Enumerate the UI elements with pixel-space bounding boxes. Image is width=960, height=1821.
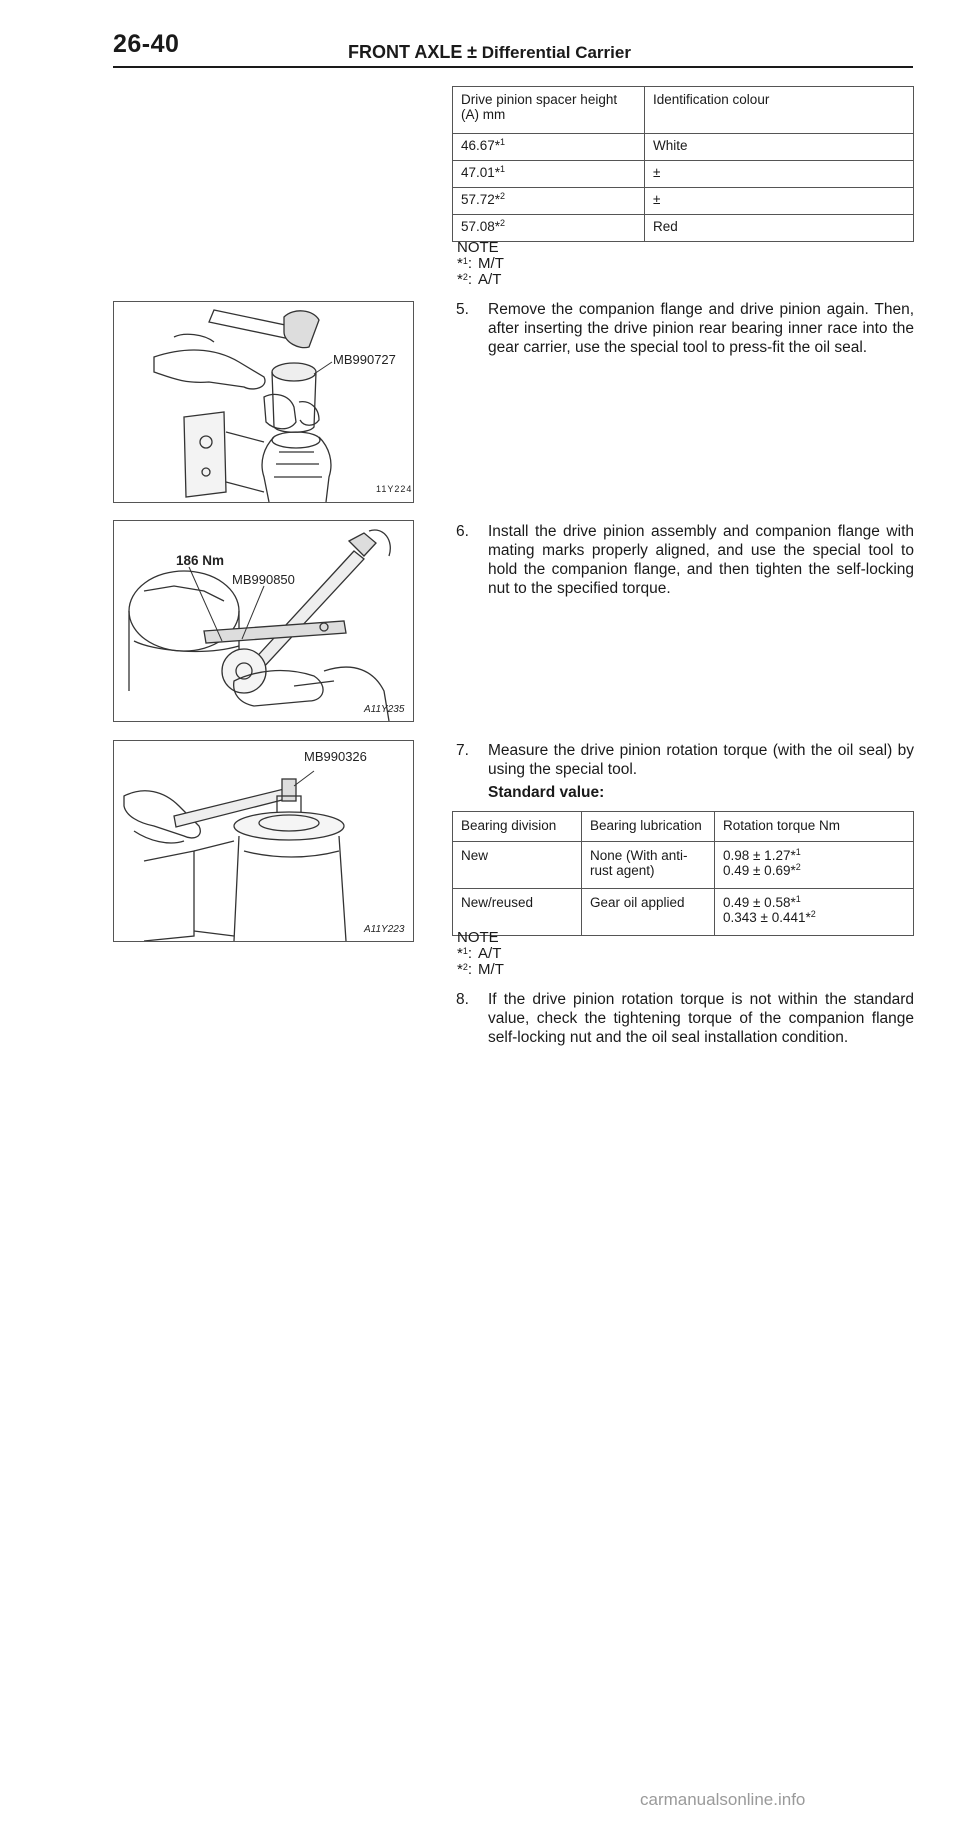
step-text: Install the drive pinion assembly and companion flange with mating marks properly aligned, and use the special tool to hold the companion flange, and then tighten the self-locking nut to the specified torque. (488, 523, 914, 597)
spacer-height-cell: 47.01*$^1$ (453, 161, 645, 188)
bearing-lubrication-cell: Gear oil applied (582, 889, 715, 936)
table-header-cell: Bearing division (453, 812, 582, 842)
note-title: NOTE (457, 239, 499, 256)
step-number: 5. (456, 301, 469, 318)
note-item: *$^2$: A/T (457, 271, 502, 288)
table-header-row (453, 87, 914, 134)
title-separator: ± (467, 42, 477, 62)
table-row (453, 215, 914, 242)
watermark: carmanualsonline.info (640, 1790, 806, 1809)
colour-cell: ± (645, 188, 914, 215)
step-5 (456, 300, 914, 357)
note-item: *$^1$: M/T (457, 255, 504, 272)
colour-cell: White (645, 134, 914, 161)
figure-preload-socket (113, 740, 414, 942)
table-row (453, 889, 914, 936)
figure-code: A11Y235 (364, 704, 405, 715)
subsection-title: Differential Carrier (481, 43, 631, 62)
spacer-height-table (452, 86, 914, 242)
note-block (457, 930, 504, 978)
table-header-cell: Rotation torque Nm (715, 812, 914, 842)
figure-oil-seal-installer (113, 301, 414, 503)
torque-label: 186 Nm (176, 553, 225, 568)
oil-seal-installer-illustration (114, 302, 413, 502)
note-item: *$^1$: A/T (457, 945, 502, 962)
header-rule (113, 66, 913, 68)
note-title: NOTE (457, 929, 499, 946)
spacer-height-cell: 57.72*$^2$ (453, 188, 645, 215)
section-title: FRONT AXLE (348, 42, 463, 62)
bearing-division-cell: New/reused (453, 889, 582, 936)
note-item: *$^2$: M/T (457, 961, 504, 978)
step-number: 7. (456, 742, 469, 759)
standard-value-label: Standard value: (488, 784, 605, 801)
figure-code: A11Y223 (364, 924, 405, 935)
tool-label: MB990850 (232, 572, 295, 587)
rotation-torque-cell: 0.49 ± 0.58*$^1$ 0.343 ± 0.441*$^2$ (715, 889, 914, 936)
flange-holder-illustration (114, 521, 413, 721)
rotation-torque-table (452, 811, 914, 936)
page-header-title (348, 42, 631, 63)
step-number: 6. (456, 523, 469, 540)
note-block (457, 240, 504, 288)
table-header-cell: Identification colour (645, 87, 914, 134)
step-text: If the drive pinion rotation torque is not within the standard value, check the tightening torque of the companion flange self-locking nut and the oil seal installation condition. (488, 991, 914, 1046)
step-text: Measure the drive pinion rotation torque (with the oil seal) by using the special tool. (488, 742, 914, 778)
spacer-height-cell: 57.08*$^2$ (453, 215, 645, 242)
rotation-torque-cell: 0.98 ± 1.27*$^1$ 0.49 ± 0.69*$^2$ (715, 842, 914, 889)
table-row (453, 161, 914, 188)
bearing-division-cell: New (453, 842, 582, 889)
step-text: Remove the companion flange and drive pinion again. Then, after inserting the drive pinion rear bearing inner race into the gear carrier, use the special tool to press-fit the oil seal. (488, 301, 914, 356)
colour-cell: ± (645, 161, 914, 188)
preload-socket-illustration (114, 741, 413, 941)
colour-cell: Red (645, 215, 914, 242)
table-row (453, 134, 914, 161)
tool-label: MB990727 (333, 352, 396, 367)
figure-code: 11Y224 (376, 484, 413, 494)
bearing-lubrication-cell: None (With anti-rust agent) (582, 842, 715, 889)
page-number: 26-40 (113, 30, 180, 58)
table-header-row (453, 812, 914, 842)
spacer-height-cell: 46.67*$^1$ (453, 134, 645, 161)
table-row (453, 842, 914, 889)
figure-companion-flange-holder (113, 520, 414, 722)
step-7 (456, 741, 914, 779)
tool-label: MB990326 (304, 749, 367, 764)
table-header-cell: Bearing lubrication (582, 812, 715, 842)
table-row (453, 188, 914, 215)
step-6 (456, 522, 914, 598)
table-header-cell: Drive pinion spacer height (A) mm (453, 87, 645, 134)
step-number: 8. (456, 991, 469, 1008)
step-8 (456, 990, 914, 1047)
